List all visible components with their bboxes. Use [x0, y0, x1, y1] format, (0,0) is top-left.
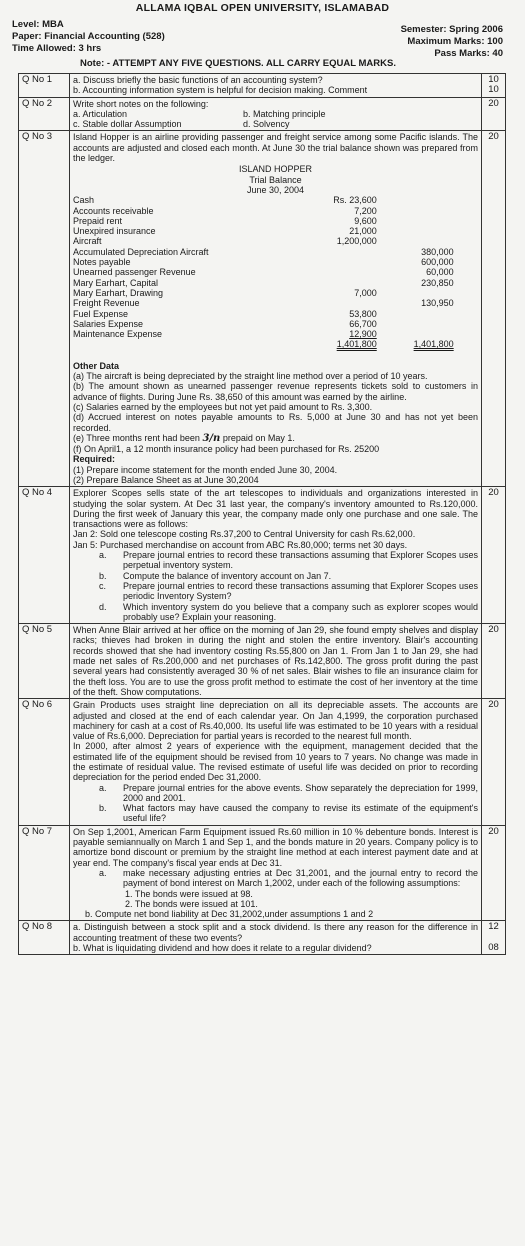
tb-account: Salaries Expense [73, 318, 144, 329]
tb-row [73, 309, 478, 319]
tb-account: Mary Earhart, Capital [73, 277, 159, 288]
tb-date: June 30, 2004 [246, 184, 305, 195]
question-part-a: a. Discuss briefly the basic functions of an accounting system? [73, 75, 323, 85]
tb-account: Fuel Expense [73, 308, 129, 319]
other-data-f: (f) On April1, a 12 month insurance policy had been purchased for Rs. 25200 [73, 444, 380, 455]
other-data-heading: Other Data [73, 360, 120, 371]
required-1: (1) Prepare income statement for the month ended June 30, 2004. [73, 464, 338, 475]
assumption-2: 2. The bonds were issued at 101. [125, 898, 258, 909]
question-number: Q No 5 [19, 624, 70, 699]
question-row-4 [19, 487, 506, 624]
tb-row [73, 257, 478, 267]
question-intro: On Sep 1,2001, American Farm Equipment issued Rs.60 million in 10 % debenture bonds. Interest is payable semiannually on March 1 and Sep 1, and the bonds mature in 20 years. Company policy is to amortize bond discount or premium by the straight line method at each interest payment date and at year end. The company's fiscal year ends at Dec 31. [73, 826, 478, 868]
tb-account: Unearned passenger Revenue [73, 267, 196, 278]
topic-a: a. Articulation [73, 108, 128, 119]
question-number: Q No 2 [19, 97, 70, 131]
question-marks: 20 [482, 699, 506, 826]
tb-debit: 1,200,000 [336, 236, 377, 247]
questions-table [18, 73, 506, 955]
tb-title: ISLAND HOPPER [238, 164, 313, 175]
question-part-a [73, 783, 478, 804]
question-body [70, 131, 482, 487]
tb-account: Freight Revenue [73, 298, 140, 309]
trial-balance-table [73, 195, 478, 349]
tb-debit: 7,000 [354, 287, 377, 298]
tb-credit: 600,000 [421, 257, 454, 268]
tb-account: Prepaid rent [73, 215, 123, 226]
tb-total-row [73, 339, 478, 349]
other-data-a: (a) The aircraft is being depreciated by the straight line method over a period of 10 years. [73, 371, 428, 382]
tb-total-credit: 1,401,800 [413, 339, 454, 350]
tb-account: Notes payable [73, 257, 131, 268]
instructions-note: Note: - ATTEMPT ANY FIVE QUESTIONS. ALL CARRY EQUAL MARKS. [80, 58, 396, 69]
tb-row [73, 278, 478, 288]
other-data-e-text: (e) Three months rent had been [73, 432, 200, 443]
other-data-e [73, 433, 478, 444]
question-row-2 [19, 97, 506, 131]
tb-subtitle: Trial Balance [249, 174, 302, 185]
tb-credit: 380,000 [421, 246, 454, 257]
marks-b: 08 [488, 941, 499, 953]
question-body [70, 921, 482, 955]
tb-row [73, 329, 478, 339]
question-marks: 20 [482, 131, 506, 487]
other-data-c: (c) Salaries earned by the employees but not yet paid amount to Rs. 3,300. [73, 401, 373, 412]
part-text: Prepare journal entries to record these transactions assuming that Explorer Scopes uses periodic Inventory System? [123, 580, 478, 602]
tb-credit: 60,000 [426, 267, 454, 278]
handwritten-note: 3/n [202, 432, 221, 444]
tb-debit: 9,600 [354, 215, 377, 226]
tb-credit: 230,850 [421, 277, 454, 288]
tb-row [73, 247, 478, 257]
tb-debit: 7,200 [354, 205, 377, 216]
transaction-jan2: Jan 2: Sold one telescope costing Rs.37,200 to Central University for cash Rs.62,000. [73, 529, 416, 540]
other-data-e-text-end: prepaid on May 1. [222, 432, 295, 443]
question-number: Q No 7 [19, 825, 70, 921]
part-text: Prepare journal entries to record these transactions assuming that Explorer Scopes uses perpetual inventory system. [123, 550, 478, 571]
question-paragraph-2: In 2000, after almost 2 years of experience with the equipment, management decided that the estimated life of the equipment should be revised from 10 years to 7 years. No change was made in the estimate of residual value. The revised estimate of useful life was decided on prior to recording depreciation for the period ended Dec 31,2000. [73, 741, 478, 783]
question-part-b: b. What is liquidating dividend and how does it relate to a regular dividend? [73, 943, 372, 954]
part-label: a. [99, 867, 107, 878]
question-row-3 [19, 131, 506, 487]
question-part-a [73, 550, 478, 571]
question-marks [482, 921, 506, 955]
part-text: Prepare journal entries for the above events. Show separately the depreciation for 1999, 2000 and 2001. [123, 782, 478, 803]
required-heading: Required: [73, 454, 116, 465]
question-marks: 20 [482, 97, 506, 131]
assumption-1: 1. The bonds were issued at 98. [125, 888, 253, 899]
part-label: a. [99, 782, 107, 793]
tb-row [73, 206, 478, 216]
tb-account: Accumulated Depreciation Aircraft [73, 246, 209, 257]
question-part-d [73, 602, 478, 623]
question-part-a: a. Distinguish between a stock split and a stock dividend. Is there any reason for the difference in accounting treatment of these two events? [73, 922, 478, 943]
part-label: b. [99, 570, 107, 581]
tb-debit: Rs. 23,600 [333, 195, 377, 206]
tb-debit: 12,900 [349, 329, 377, 340]
tb-row [73, 226, 478, 236]
question-marks: 20 [482, 624, 506, 699]
part-label: b. [99, 803, 107, 814]
tb-account: Accounts receivable [73, 205, 154, 216]
question-number: Q No 6 [19, 699, 70, 826]
part-text: Compute the balance of inventory account on Jan 7. [123, 570, 332, 581]
tb-credit: 130,950 [421, 298, 454, 309]
question-body [70, 699, 482, 826]
level-label: Level: MBA [12, 19, 64, 30]
tb-debit: 66,700 [349, 318, 377, 329]
part-label: d. [99, 601, 107, 612]
question-number: Q No 8 [19, 921, 70, 955]
question-marks [482, 74, 506, 98]
question-body [70, 97, 482, 131]
tb-account: Maintenance Expense [73, 329, 163, 340]
university-title: ALLAMA IQBAL OPEN UNIVERSITY, ISLAMABAD [135, 2, 390, 14]
other-data-d: (d) Accrued interest on notes payable amounts to Rs. 5,000 at June 30 and has not yet been recorded. [73, 412, 478, 433]
tb-account: Cash [73, 195, 95, 206]
time-label: Time Allowed: 3 hrs [12, 43, 102, 54]
tb-row [73, 288, 478, 298]
tb-account: Aircraft [73, 236, 102, 247]
question-intro: Explorer Scopes sells state of the art telescopes to individuals and organizations interested in studying the solar system. At Dec 31 last year, the company's inventory amounted to Rs.120,000. During the first week of January this year, the company made only one purchase and one sale. The transactions were as follows: [73, 488, 478, 530]
max-marks-label: Maximum Marks: 100 [407, 36, 503, 47]
question-marks: 20 [482, 825, 506, 921]
question-intro: Island Hopper is an airline providing passenger and freight service among some Pacific islands. The accounts are adjusted and closed each month. At June 30 the trial balance shown was prepared from the ledger. [73, 132, 478, 164]
tb-row [73, 319, 478, 329]
question-part-c [73, 581, 478, 602]
part-label: a. [99, 550, 107, 561]
question-part-b: b. Compute net bond liability at Dec 31,2002,under assumptions 1 and 2 [85, 909, 374, 920]
tb-debit: 53,800 [349, 308, 377, 319]
question-body [70, 825, 482, 921]
paper-label: Paper: Financial Accounting (528) [12, 31, 165, 42]
other-data-b: (b) The amount shown as unearned passenger revenue represents tickets sold to customers in advance of flights. During June Rs. 38,650 of this amount was earned by the airline. [73, 381, 478, 402]
question-part-b: b. Accounting information system is helpful for decision making. Comment [73, 85, 368, 96]
topic-d: d. Solvency [243, 119, 290, 130]
part-label: c. [99, 580, 107, 591]
tb-account: Mary Earhart, Drawing [73, 287, 164, 298]
tb-total-debit: 1,401,800 [336, 339, 377, 350]
question-body [70, 74, 482, 98]
question-body [70, 487, 482, 624]
tb-row [73, 267, 478, 277]
semester-label: Semester: Spring 2006 [400, 24, 503, 35]
marks-b: 10 [488, 84, 499, 96]
tb-row [73, 216, 478, 226]
question-part-a [73, 868, 478, 889]
question-number: Q No 1 [19, 74, 70, 98]
part-text: make necessary adjusting entries at Dec 31,2001, and the journal entry to record the payment of bond interest on March 1,2002, under each of the following assumptions: [123, 867, 478, 889]
pass-marks-label: Pass Marks: 40 [434, 48, 503, 59]
transaction-jan5: Jan 5: Purchased merchandise on account from ABC Rs.80,000; terms net 30 days. [73, 539, 408, 550]
question-intro: Write short notes on the following: [73, 98, 209, 109]
question-part-b [73, 571, 478, 581]
question-row-7 [19, 825, 506, 921]
question-paragraph-1: Grain Products uses straight line depreciation on all its depreciable assets. The accounts are adjusted and closed at the end of each calendar year. On Jan 4,1999, the corporation purchased machinery for cash at a cost of Rs.40,000. Its useful life was estimated to be 10 years with a residual value of Rs.6,000. Depreciation for partial years is recorded to the nearest full month. [73, 700, 478, 742]
question-number: Q No 4 [19, 487, 70, 624]
marks-a: 12 [488, 921, 499, 933]
tb-debit: 21,000 [349, 226, 377, 237]
tb-row [73, 195, 478, 205]
question-number: Q No 3 [19, 131, 70, 487]
question-row-5 [19, 624, 506, 699]
part-text: Which inventory system do you believe that a company such as explorer scopes would probably use? Explain your reasoning. [123, 601, 478, 622]
topic-b: b. Matching principle [243, 108, 326, 119]
tb-row [73, 236, 478, 246]
question-row-8 [19, 921, 506, 955]
required-2: (2) Prepare Balance Sheet as at June 30,2004 [73, 474, 259, 485]
part-text: What factors may have caused the company to revise its estimate of the equipment's useful life? [123, 803, 478, 824]
question-row-1 [19, 74, 506, 98]
question-body: When Anne Blair arrived at her office on the morning of Jan 29, she found empty shelves and display racks; thieves had broken in during the night and stolen the entire inventory. Blair's accounting records showed that she had inventory costing Rs.55,800 on Jan 1. From Jan 1 to Jan 29, she had made net sales of Rs.200,000 and net purchases of Rs.142,800. The gross profit during the past several years had consistently averaged 30 % of net sales. Blair wishes to file an insurance claim for the theft loss. You are to use the gross profit method to estimate the cost of her inventory at the time of the theft. Show computations. [70, 624, 482, 699]
topic-c: c. Stable dollar Assumption [73, 119, 182, 130]
question-marks: 20 [482, 487, 506, 624]
marks-a: 10 [488, 74, 499, 85]
question-part-b [73, 803, 478, 824]
tb-row [73, 298, 478, 308]
tb-account: Unexpired insurance [73, 226, 156, 237]
question-row-6 [19, 699, 506, 826]
